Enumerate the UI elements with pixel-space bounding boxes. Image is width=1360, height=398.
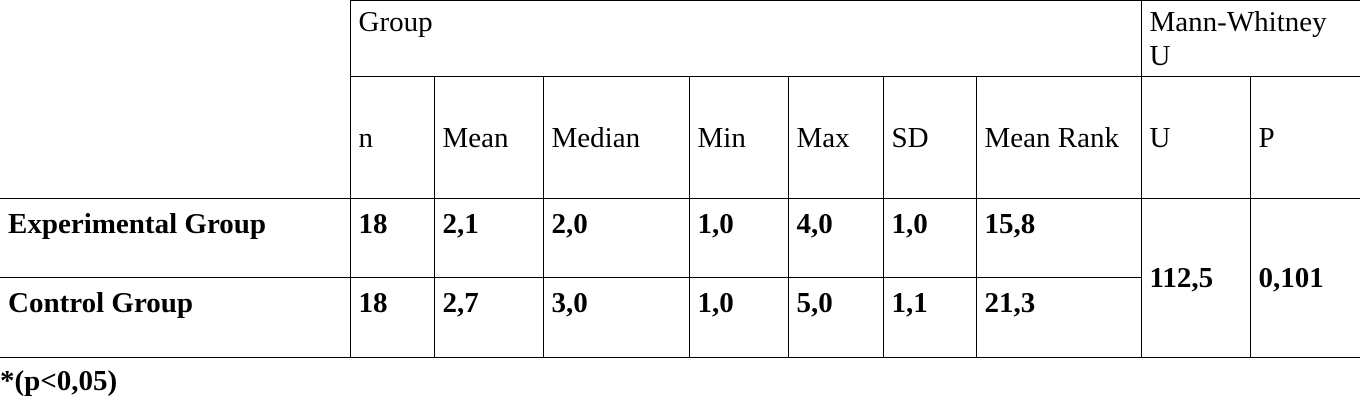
significance-footnote: *(p<0,05) [0, 365, 118, 397]
col-n-header: n [350, 77, 434, 199]
cell-median: 3,0 [543, 278, 689, 358]
row-label-experimental: Experimental Group [0, 199, 350, 278]
cell-median: 2,0 [543, 199, 689, 278]
cell-max: 4,0 [788, 199, 883, 278]
col-max-header: Max [788, 77, 883, 199]
cell-mean-rank: 15,8 [976, 199, 1141, 278]
mann-whitney-header: Mann-Whitney U [1141, 1, 1360, 77]
cell-min: 1,0 [689, 278, 788, 358]
col-sd-header: SD [883, 77, 976, 199]
cell-n: 18 [350, 278, 434, 358]
col-u-header: U [1141, 77, 1250, 199]
cell-sd: 1,0 [883, 199, 976, 278]
table-row [0, 199, 1360, 278]
col-min-header: Min [689, 77, 788, 199]
cell-mean: 2,1 [434, 199, 543, 278]
cell-mean-rank: 21,3 [976, 278, 1141, 358]
row-label-control: Control Group [0, 278, 350, 358]
cell-n: 18 [350, 199, 434, 278]
col-mean-rank-header: Mean Rank [976, 77, 1141, 199]
cell-mean: 2,7 [434, 278, 543, 358]
corner-cell [0, 1, 350, 199]
cell-max: 5,0 [788, 278, 883, 358]
group-header: Group [350, 1, 1141, 77]
col-median-header: Median [543, 77, 689, 199]
cell-p-value: 0,101 [1250, 199, 1360, 358]
col-p-header: P [1250, 77, 1360, 199]
cell-u-value: 112,5 [1141, 199, 1250, 358]
cell-sd: 1,1 [883, 278, 976, 358]
col-mean-header: Mean [434, 77, 543, 199]
cell-min: 1,0 [689, 199, 788, 278]
